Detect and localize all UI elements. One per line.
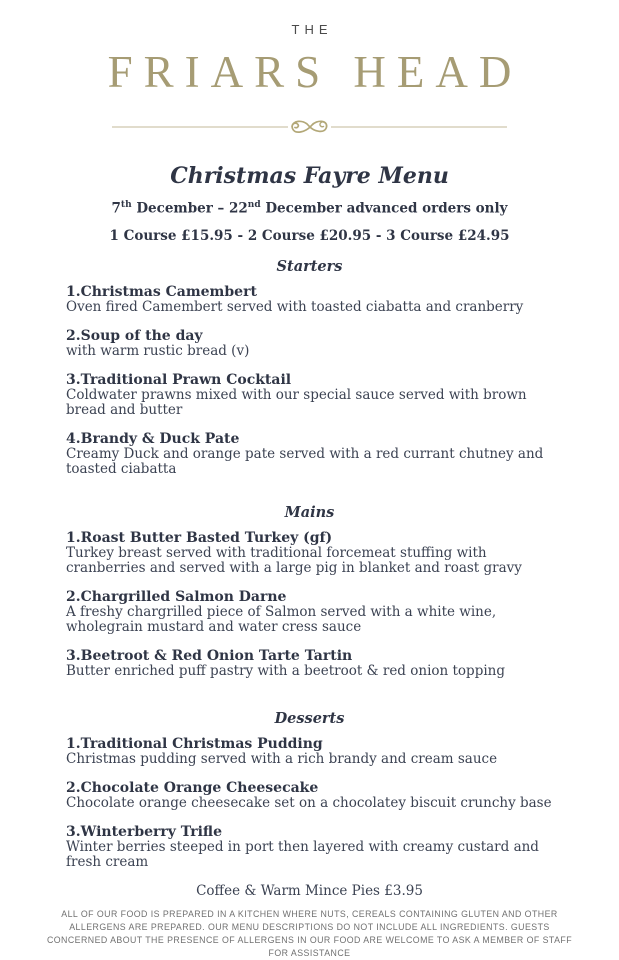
item-description: A freshy chargrilled piece of Salmon served with a white wine, wholegrain mustard and water cress sauce (66, 603, 497, 635)
date-ordinal1: th (120, 200, 132, 210)
item-name: 3.Beetroot & Red Onion Tarte Tartin (66, 647, 353, 664)
menu-body (0, 163, 619, 960)
menu-item (66, 328, 559, 359)
item-name: 2.Chargrilled Salmon Darne (66, 588, 287, 605)
menu-item (66, 589, 559, 635)
item-name: 1.Traditional Christmas Pudding (66, 735, 323, 752)
menu-title: Christmas Fayre Menu (170, 163, 449, 189)
menu-item (66, 372, 559, 418)
menu-item (66, 736, 559, 767)
item-name: 2.Chocolate Orange Cheesecake (66, 779, 319, 796)
item-description: Creamy Duck and orange pate served with a red currant chutney and toasted ciabatta (66, 445, 544, 477)
section-heading-mains: Mains (284, 503, 335, 521)
item-description: Chocolate orange cheesecake set on a chocolatey biscuit crunchy base (66, 794, 552, 811)
pub-name-prefix: THE (291, 22, 333, 37)
menu-item (66, 431, 559, 477)
item-description: Christmas pudding served with a rich brandy and cream sauce (66, 750, 498, 767)
section-starters (0, 258, 619, 477)
ornamental-divider (0, 114, 619, 140)
date-middle: December – 22 (131, 200, 248, 217)
item-description: Butter enriched puff pastry with a beetroot & red onion topping (66, 662, 505, 679)
item-name: 3.Winterberry Trifle (66, 823, 222, 840)
item-name: 1.Roast Butter Basted Turkey (gf) (66, 529, 333, 546)
menu-item (66, 824, 559, 870)
scroll-ornament-icon (0, 114, 619, 140)
item-name: 3.Traditional Prawn Cocktail (66, 371, 292, 388)
menu-item (66, 780, 559, 811)
course-pricing: 1 Course £15.95 - 2 Course £20.95 - 3 Course £24.95 (109, 227, 510, 244)
mains-items (0, 530, 619, 679)
desserts-items (0, 736, 619, 870)
item-name: 4.Brandy & Duck Pate (66, 430, 240, 447)
section-heading-desserts: Desserts (274, 709, 345, 727)
menu-item (66, 284, 559, 315)
section-desserts (0, 710, 619, 870)
item-description: with warm rustic bread (v) (66, 342, 250, 359)
date-day1: 7 (111, 200, 121, 217)
date-ordinal2: nd (247, 200, 261, 210)
menu-dates (0, 200, 619, 217)
coffee-mince-pies-line: Coffee & Warm Mince Pies £3.95 (196, 882, 423, 899)
item-description: Coldwater prawns mixed with our special sauce served with brown bread and butter (66, 386, 527, 418)
item-name: 1.Christmas Camembert (66, 283, 257, 300)
menu-item (66, 530, 559, 576)
date-rest: December advanced orders only (260, 200, 508, 217)
allergen-notice: ALL OF OUR FOOD IS PREPARED IN A KITCHEN WHERE NUTS, CEREALS CONTAINING GLUTEN AND OTHER ALLERGENS ARE PREPARED. OUR MENU DESCRIPTIONS DO NOT INCLUDE ALL INGREDIENTS. GUESTS CONCERNED ABOUT THE PRESENCE OF ALLERGENS IN OUR FOOD ARE WELCOME TO ASK A MEMBER OF STAFF FOR ASSISTANCE (46, 908, 573, 958)
starters-items (0, 284, 619, 477)
menu-item (66, 648, 559, 679)
pub-name: FRIARS HEAD (107, 47, 523, 97)
item-description: Oven fired Camembert served with toasted ciabatta and cranberry (66, 298, 524, 315)
item-description: Winter berries steeped in port then layered with creamy custard and fresh cream (66, 838, 539, 870)
section-heading-starters: Starters (276, 257, 343, 275)
section-mains (0, 504, 619, 679)
header (0, 0, 619, 140)
item-description: Turkey breast served with traditional forcemeat stuffing with cranberries and served with a large pig in blanket and roast gravy (66, 544, 522, 576)
item-name: 2.Soup of the day (66, 327, 203, 344)
